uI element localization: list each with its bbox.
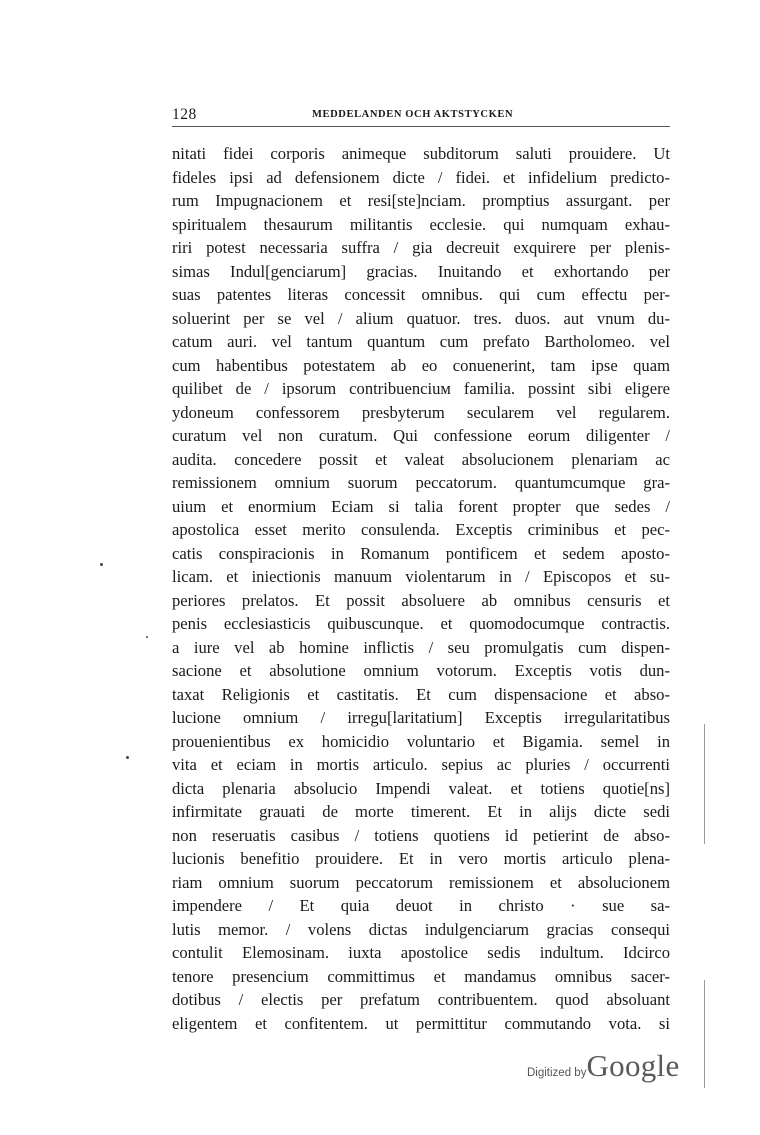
text-line: soluerint per se vel / alium quatuor. tres. duos. aut vnum du-	[172, 308, 670, 328]
text-line: impendere / Et quia deuot in christo · sue sa-	[172, 896, 670, 915]
text-line: riri potest necessaria suffra / gia decreuit exquirere per plenis-	[172, 238, 670, 257]
text-line: eligentem et confitentem. ut permittitur commutando vota. si	[172, 1013, 670, 1033]
text-line: spiritualem thesaurum militantis ecclesie. qui numquam exhau-	[172, 214, 670, 234]
text-line: lutis memor. / volens dictas indulgenciarum gracias consequi	[172, 919, 670, 939]
margin-line	[704, 980, 705, 1088]
text-line: remissionem omnium suorum peccatorum. quantumcumque gra-	[172, 473, 670, 492]
text-line: apostolica esset merito consulenda. Exceptis criminibus et pec-	[172, 520, 670, 539]
text-line: simas Indul[genciarum] gracias. Inuitando et exhortando per	[172, 261, 670, 281]
watermark-brand: Google	[586, 1048, 680, 1083]
running-title: MEDDELANDEN OCH AKTSTYCKEN	[312, 109, 514, 120]
text-line: lucione omnium / irregu[laritatium] Exceptis irregularitatibus	[172, 708, 670, 727]
text-line: taxat Religionis et castitatis. Et cum dispensacione et abso-	[172, 684, 670, 704]
text-line: infirmitate grauati de morte timerent. Et in alijs dicte sedi	[172, 802, 670, 821]
text-line: contulit Elemosinam. iuxta apostolice sedis indultum. Idcirco	[172, 943, 670, 962]
margin-speck	[146, 636, 148, 638]
margin-speck	[100, 563, 103, 566]
text-line: catum auri. vel tantum quantum cum prefato Bartholomeo. vel	[172, 332, 670, 351]
text-line: dicta plenaria absolucio Impendi valeat. et totiens quotie[ns]	[172, 778, 670, 798]
running-head	[172, 106, 670, 124]
text-line: dotibus / electis per prefatum contribuentem. quod absoluant	[172, 990, 670, 1009]
text-line: licam. et iniectionis manuum violentarum in / Episcopos et su-	[172, 567, 670, 586]
margin-speck	[126, 756, 129, 759]
text-line: ydoneum confessorem presbyterum secularem vel regularem.	[172, 402, 670, 422]
page-number: 128	[172, 106, 197, 123]
digitized-watermark	[527, 1048, 680, 1088]
margin-line	[704, 724, 705, 844]
text-line: periores prelatos. Et possit absoluere ab omnibus censuris et	[172, 590, 670, 610]
text-line: suas patentes literas concessit omnibus. qui cum effectu per-	[172, 285, 670, 304]
text-line: non reseruatis casibus / totiens quotiens id petierint de abso-	[172, 825, 670, 845]
text-line: nitati fidei corporis animeque subditorum saluti prouidere. Ut	[172, 144, 670, 163]
text-line: catis conspiracionis in Romanum pontificem et sedem aposto-	[172, 543, 670, 563]
text-line: sacione et absolutione omnium votorum. Exceptis votis dun-	[172, 661, 670, 680]
text-line: rum Impugnacionem et resi[ste]nciam. promptius assurgant. per	[172, 191, 670, 210]
text-line: audita. concedere possit et valeat absolucionem plenariam ac	[172, 449, 670, 469]
text-line: uium et enormium Eciam si talia forent propter que sedes /	[172, 496, 670, 516]
text-line: riam omnium suorum peccatorum remissionem et absolucionem	[172, 872, 670, 892]
text-line: prouenientibus ex homicidio voluntario et Bigamia. semel in	[172, 731, 670, 751]
text-line: vita et eciam in mortis articulo. sepius ac pluries / occurrenti	[172, 755, 670, 774]
text-line: quilibet de / ipsorum contribuenciuм familia. possint sibi eligere	[172, 379, 670, 398]
text-line: tenore presencium committimus et mandamus omnibus sacer-	[172, 966, 670, 986]
text-line: a iure vel ab homine inflictis / seu promulgatis cum dispen-	[172, 637, 670, 657]
text-line: penis ecclesiasticis quibuscunque. et quomodocumque contractis.	[172, 614, 670, 633]
body-text	[172, 142, 670, 1035]
text-line: curatum vel non curatum. Qui confessione eorum diligenter /	[172, 426, 670, 445]
header-rule	[172, 126, 670, 127]
text-line: lucionis benefitio prouidere. Et in vero mortis articulo plena-	[172, 849, 670, 868]
watermark-prefix: Digitized by	[527, 1067, 587, 1079]
text-line: cum habentibus potestatem ab eo conuenerint, tam ipse quam	[172, 355, 670, 375]
text-line: fideles ipsi ad defensionem dicte / fidei. et infidelium predicto-	[172, 167, 670, 187]
